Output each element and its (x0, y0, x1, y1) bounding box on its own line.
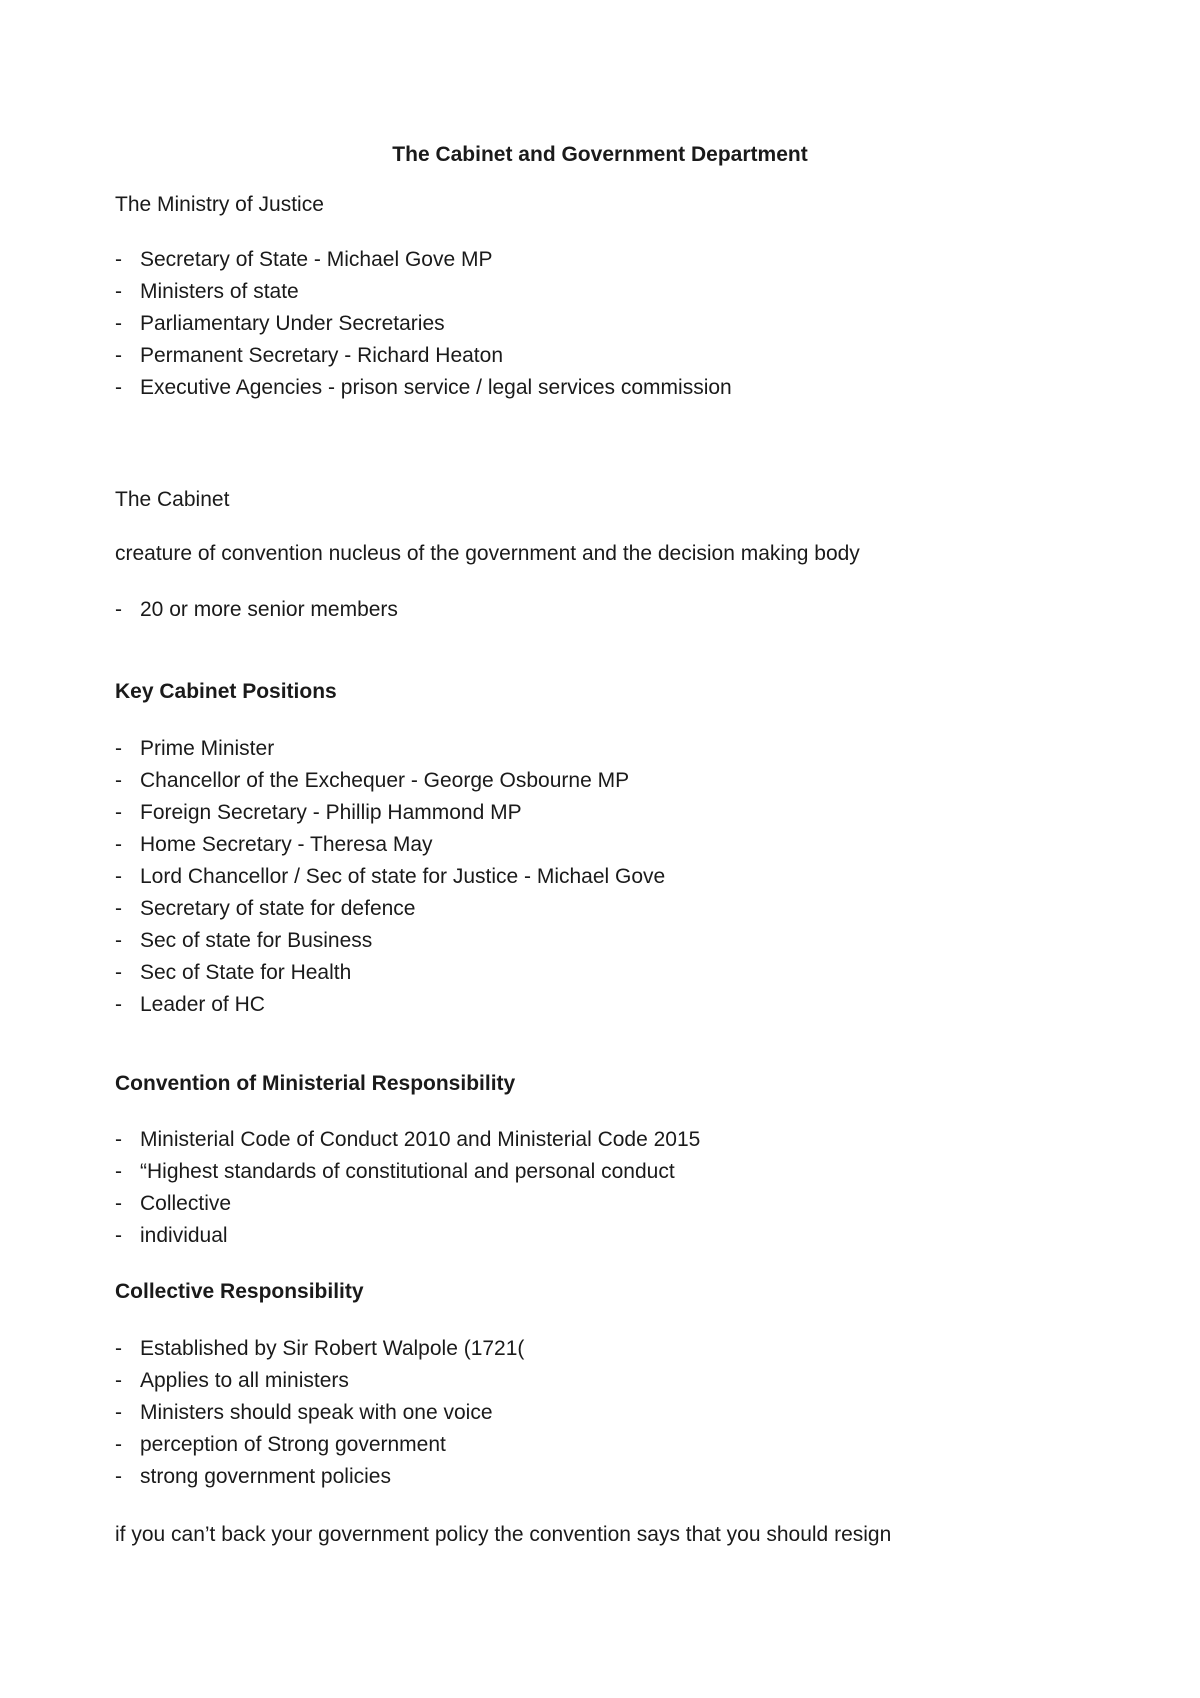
list-item-text: Secretary of State - Michael Gove MP (140, 248, 493, 271)
list-item-text: Lord Chancellor / Sec of state for Justice - Michael Gove (140, 865, 666, 888)
bullet-dash: - (115, 344, 122, 367)
list-item-text: Ministers should speak with one voice (140, 1401, 493, 1424)
bullet-dash: - (115, 312, 122, 335)
bullet-dash: - (115, 1337, 122, 1360)
list-item-text: “Highest standards of constitutional and personal conduct (140, 1160, 675, 1183)
list-item-text: Applies to all ministers (140, 1369, 349, 1392)
bullet-dash: - (115, 1128, 122, 1151)
key-positions-heading: Key Cabinet Positions (115, 680, 337, 703)
moj-heading: The Ministry of Justice (115, 193, 324, 216)
list-item (115, 1465, 524, 1497)
bullet-dash: - (115, 769, 122, 792)
list-item (115, 737, 665, 769)
bullet-dash: - (115, 961, 122, 984)
list-item-text: Executive Agencies - prison service / legal services commission (140, 376, 732, 399)
ministerial-responsibility-heading: Convention of Ministerial Responsibility (115, 1072, 516, 1095)
cabinet-description: creature of convention nucleus of the government and the decision making body (115, 542, 860, 565)
list-item (115, 280, 732, 312)
document-title: The Cabinet and Government Department (392, 143, 808, 166)
bullet-dash: - (115, 833, 122, 856)
list-item (115, 598, 398, 630)
list-item-text: Established by Sir Robert Walpole (1721( (140, 1337, 525, 1360)
list-item (115, 248, 732, 280)
list-item-text: Foreign Secretary - Phillip Hammond MP (140, 801, 522, 824)
list-item (115, 1128, 700, 1160)
list-item (115, 376, 732, 408)
list-item (115, 801, 665, 833)
list-item-text: Home Secretary - Theresa May (140, 833, 433, 856)
list-item-text: Chancellor of the Exchequer - George Osbourne MP (140, 769, 630, 792)
list-item-text: 20 or more senior members (140, 598, 398, 621)
list-item (115, 897, 665, 929)
list-item (115, 344, 732, 376)
cabinet-list (115, 598, 398, 630)
list-item-text: Parliamentary Under Secretaries (140, 312, 445, 335)
bullet-dash: - (115, 598, 122, 621)
cabinet-heading: The Cabinet (115, 488, 230, 511)
bullet-dash: - (115, 929, 122, 952)
bullet-dash: - (115, 897, 122, 920)
list-item (115, 1369, 524, 1401)
list-item (115, 865, 665, 897)
bullet-dash: - (115, 1224, 122, 1247)
list-item (115, 1160, 700, 1192)
list-item (115, 1192, 700, 1224)
list-item-text: strong government policies (140, 1465, 391, 1488)
bullet-dash: - (115, 1369, 122, 1392)
list-item-text: Prime Minister (140, 737, 275, 760)
bullet-dash: - (115, 248, 122, 271)
bullet-dash: - (115, 737, 122, 760)
list-item-text: Collective (140, 1192, 232, 1215)
list-item (115, 312, 732, 344)
list-item (115, 929, 665, 961)
collective-responsibility-heading: Collective Responsibility (115, 1280, 364, 1303)
list-item (115, 1433, 524, 1465)
list-item (115, 833, 665, 865)
bullet-dash: - (115, 376, 122, 399)
key-positions-list (115, 737, 665, 1025)
list-item-text: perception of Strong government (140, 1433, 446, 1456)
list-item-text: Leader of HC (140, 993, 265, 1016)
list-item (115, 993, 665, 1025)
list-item-text: Secretary of state for defence (140, 897, 416, 920)
bullet-dash: - (115, 801, 122, 824)
list-item (115, 1401, 524, 1433)
bullet-dash: - (115, 1192, 122, 1215)
list-item (115, 769, 665, 801)
moj-list (115, 248, 732, 408)
list-item-text: individual (140, 1224, 228, 1247)
list-item-text: Sec of State for Health (140, 961, 352, 984)
bullet-dash: - (115, 993, 122, 1016)
list-item (115, 961, 665, 993)
bullet-dash: - (115, 1160, 122, 1183)
bullet-dash: - (115, 1465, 122, 1488)
list-item-text: Ministerial Code of Conduct 2010 and Ministerial Code 2015 (140, 1128, 701, 1151)
list-item-text: Sec of state for Business (140, 929, 373, 952)
collective-responsibility-list (115, 1337, 524, 1497)
bullet-dash: - (115, 865, 122, 888)
list-item-text: Ministers of state (140, 280, 299, 303)
bullet-dash: - (115, 1401, 122, 1424)
list-item (115, 1337, 524, 1369)
ministerial-responsibility-list (115, 1128, 700, 1256)
conclusion-paragraph: if you can’t back your government policy the convention says that you should resign (115, 1523, 892, 1546)
list-item-text: Permanent Secretary - Richard Heaton (140, 344, 503, 367)
bullet-dash: - (115, 280, 122, 303)
bullet-dash: - (115, 1433, 122, 1456)
list-item (115, 1224, 700, 1256)
